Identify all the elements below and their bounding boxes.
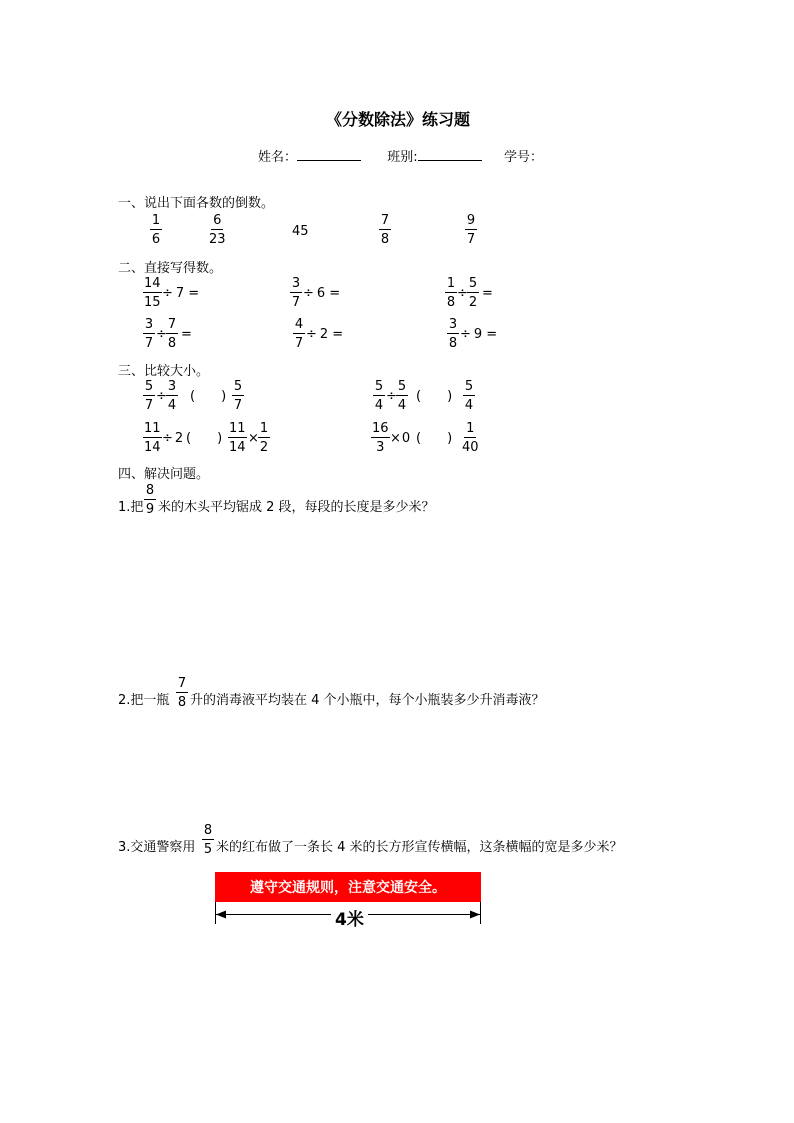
fraction: $\frac{5}{4}$ xyxy=(374,379,384,413)
expression-rest: ÷ 7 = xyxy=(162,286,200,301)
operator: × xyxy=(248,431,259,446)
fraction: $\frac{7}{8}$ xyxy=(177,676,187,710)
comparison-blank[interactable]: ( ) xyxy=(416,431,453,446)
fraction: $\frac{7}{8}$ xyxy=(380,213,390,247)
question-2-text: 升的消毒液平均装在 4 个小瓶中，每个小瓶装多少升消毒液？ xyxy=(190,693,545,708)
question-1-text: 米的木头平均锯成 2 段，每段的长度是多少米？ xyxy=(158,500,435,515)
expression-rest: ÷ 9 = xyxy=(460,327,498,342)
fraction: $\frac{8}{9}$ xyxy=(145,483,155,517)
expression-rest: ×0 xyxy=(390,431,411,446)
fraction: $\frac{11}{14}$ xyxy=(229,421,246,455)
question-1-prefix: 1.把 xyxy=(118,500,144,515)
equals: = xyxy=(482,286,493,301)
fraction: $\frac{14}{15}$ xyxy=(144,276,161,310)
fraction: $\frac{4}{7}$ xyxy=(294,317,304,351)
fraction: $\frac{3}{7}$ xyxy=(144,317,154,351)
number: 45 xyxy=(292,224,309,239)
fraction: $\frac{5}{7}$ xyxy=(144,379,154,413)
safety-banner xyxy=(215,872,481,902)
banner-length-label: 4米 xyxy=(331,905,368,930)
arrow-right-icon xyxy=(470,910,480,919)
equals: = xyxy=(181,327,192,342)
dimension-tick-right xyxy=(480,902,481,924)
section4-heading: 四、解决问题。 xyxy=(118,467,210,482)
student-info xyxy=(258,146,543,165)
operator: ÷ xyxy=(457,286,468,301)
fraction: $\frac{3}{4}$ xyxy=(167,379,177,413)
name-field[interactable] xyxy=(297,148,361,161)
fraction: $\frac{11}{14}$ xyxy=(144,421,161,455)
student-id-label: 学号： xyxy=(503,150,543,165)
question-3-text: 米的红布做了一条长 4 米的长方形宣传横幅，这条横幅的宽是多少米？ xyxy=(216,840,623,855)
class-label: 班别: xyxy=(387,150,418,165)
expression-rest: ÷ 2 xyxy=(162,431,184,446)
fraction: $\frac{8}{5}$ xyxy=(203,823,213,857)
fraction: $\frac{5}{7}$ xyxy=(233,379,243,413)
fraction: $\frac{1}{8}$ xyxy=(446,276,456,310)
question-2-prefix: 2.把一瓶 xyxy=(118,693,170,708)
fraction: $\frac{1}{40}$ xyxy=(462,421,479,455)
expression-rest: ÷ 6 = xyxy=(303,286,341,301)
comparison-blank[interactable]: ( ) xyxy=(186,431,223,446)
page-title: 《分数除法》练习题 xyxy=(326,110,471,129)
section1-heading: 一、说出下面各数的倒数。 xyxy=(118,196,275,211)
fraction: $\frac{5}{2}$ xyxy=(468,276,478,310)
fraction: $\frac{7}{8}$ xyxy=(167,317,177,351)
class-field[interactable] xyxy=(418,148,482,161)
fraction: $\frac{1}{2}$ xyxy=(259,421,269,455)
comparison-blank[interactable]: ( ) xyxy=(416,389,453,404)
section2-heading: 二、直接写得数。 xyxy=(118,261,223,276)
fraction: $\frac{9}{7}$ xyxy=(466,213,476,247)
expression-rest: ÷ 2 = xyxy=(306,327,344,342)
fraction: $\frac{5}{4}$ xyxy=(397,379,407,413)
fraction: $\frac{1}{6}$ xyxy=(151,213,161,247)
fraction: $\frac{3}{7}$ xyxy=(291,276,301,310)
operator: ÷ xyxy=(156,327,167,342)
fraction: $\frac{6}{23}$ xyxy=(209,213,226,247)
arrow-left-icon xyxy=(216,910,226,919)
fraction: $\frac{16}{3}$ xyxy=(372,421,389,455)
banner-text: 遵守交通规则，注意交通安全。 xyxy=(250,880,446,896)
fraction: $\frac{3}{8}$ xyxy=(448,317,458,351)
name-label: 姓名： xyxy=(258,150,298,165)
operator: ÷ xyxy=(386,389,397,404)
question-3-prefix: 3.交通警察用 xyxy=(118,840,196,855)
section3-heading: 三、比较大小。 xyxy=(118,364,210,379)
fraction: $\frac{5}{4}$ xyxy=(464,379,474,413)
operator: ÷ xyxy=(156,389,167,404)
comparison-blank[interactable]: ( ) xyxy=(190,389,227,404)
